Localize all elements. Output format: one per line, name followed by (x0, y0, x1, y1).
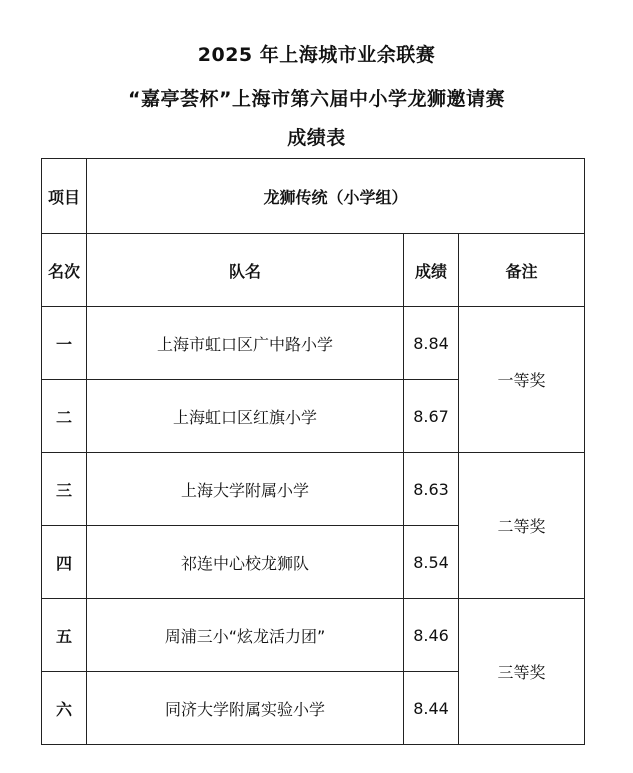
score-cell: 8.46 (404, 599, 459, 672)
team-cell: 上海虹口区红旗小学 (87, 380, 404, 453)
score-cell: 8.54 (404, 526, 459, 599)
item-row (42, 159, 585, 234)
document-title-line-3: 成绩表 (287, 127, 346, 149)
team-cell: 上海市虹口区广中路小学 (87, 307, 404, 380)
results-table (41, 158, 585, 745)
item-label: 项目 (42, 159, 87, 234)
rank-header: 名次 (42, 234, 87, 307)
award-cell-third-prize: 三等奖 (459, 599, 585, 745)
rank-cell: 三 (42, 453, 87, 526)
score-header: 成绩 (404, 234, 459, 307)
score-cell: 8.44 (404, 672, 459, 745)
team-cell: 同济大学附属实验小学 (87, 672, 404, 745)
team-cell: 周浦三小“炫龙活力团” (87, 599, 404, 672)
table-row (42, 453, 585, 526)
table-row (42, 599, 585, 672)
rank-cell: 一 (42, 307, 87, 380)
document-title-line-2: “嘉亭荟杯”上海市第六届中小学龙狮邀请赛 (128, 88, 505, 110)
note-header: 备注 (459, 234, 585, 307)
table-row (42, 307, 585, 380)
rank-cell: 四 (42, 526, 87, 599)
column-header-row (42, 234, 585, 307)
rank-cell: 六 (42, 672, 87, 745)
score-cell: 8.84 (404, 307, 459, 380)
rank-cell: 二 (42, 380, 87, 453)
award-cell-second-prize: 二等奖 (459, 453, 585, 599)
item-value: 龙狮传统（小学组） (87, 159, 585, 234)
team-header: 队名 (87, 234, 404, 307)
award-cell-first-prize: 一等奖 (459, 307, 585, 453)
score-cell: 8.67 (404, 380, 459, 453)
score-cell: 8.63 (404, 453, 459, 526)
rank-cell: 五 (42, 599, 87, 672)
team-cell: 祁连中心校龙狮队 (87, 526, 404, 599)
team-cell: 上海大学附属小学 (87, 453, 404, 526)
document-title-line-1: 2025 年上海城市业余联赛 (197, 44, 436, 66)
